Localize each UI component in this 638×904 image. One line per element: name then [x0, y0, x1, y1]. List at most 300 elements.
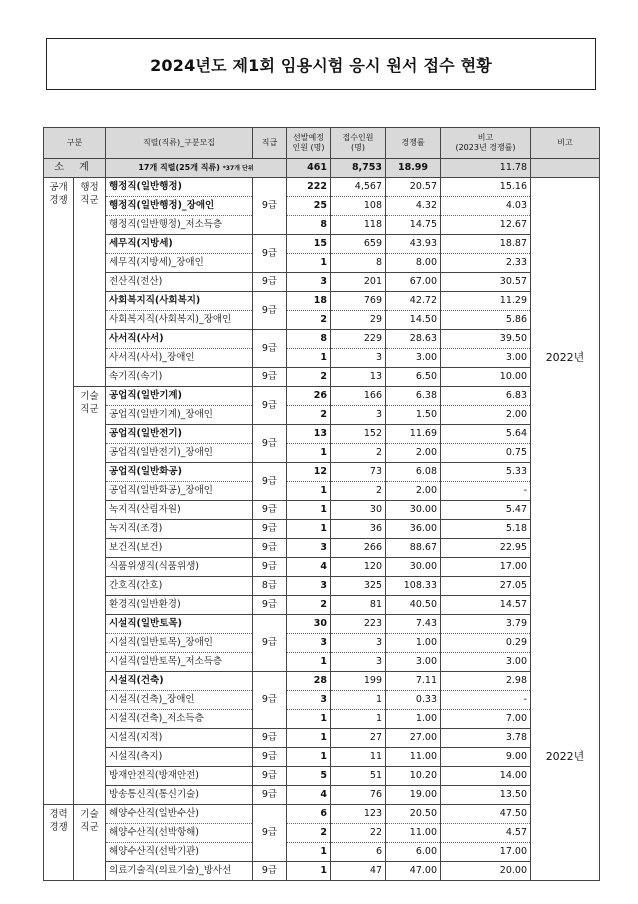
prev-ratio-cell: 39.50: [441, 330, 531, 349]
job-name: 식품위생직(식품위생): [106, 558, 253, 577]
job-name: 시설직(건축)_저소득층: [106, 710, 253, 729]
note-cell: [531, 254, 600, 273]
applied-cell: 47: [331, 862, 386, 881]
title-box: [46, 38, 596, 90]
job-name: 세무직(지방세): [106, 235, 253, 254]
ratio-cell: 42.72: [386, 292, 441, 311]
applied-cell: 120: [331, 558, 386, 577]
note-cell: [531, 273, 600, 292]
prev-ratio-cell: 5.47: [441, 501, 531, 520]
job-name: 공업직(일반화공)_장애인: [106, 482, 253, 501]
note-cell: [531, 406, 600, 425]
job-name: 공업직(일반화공): [106, 463, 253, 482]
note-cell: 2022년: [531, 748, 600, 767]
applied-cell: 30: [331, 501, 386, 520]
job-name: 공업직(일반전기)_장애인: [106, 444, 253, 463]
quota-cell: 18: [287, 292, 331, 311]
job-group-tech: 기술 직군: [74, 387, 106, 805]
job-name: 사서직(사서)_장애인: [106, 349, 253, 368]
ratio-cell: 14.75: [386, 216, 441, 235]
quota-cell: 28: [287, 672, 331, 691]
job-name: 시설직(측지): [106, 748, 253, 767]
table-row: [44, 444, 600, 463]
applied-cell: 36: [331, 520, 386, 539]
application-status-table: [43, 127, 600, 881]
quota-cell: 8: [287, 216, 331, 235]
table-row: [44, 197, 600, 216]
applied-cell: 123: [331, 805, 386, 824]
job-name: 시설직(지적): [106, 729, 253, 748]
table-row: [44, 178, 600, 197]
grade-cell: 9급: [253, 235, 287, 273]
prev-ratio-cell: 7.00: [441, 710, 531, 729]
quota-cell: 1: [287, 501, 331, 520]
prev-ratio-cell: 14.57: [441, 596, 531, 615]
quota-cell: 2: [287, 406, 331, 425]
table-row: [44, 235, 600, 254]
ratio-cell: 6.38: [386, 387, 441, 406]
ratio-cell: 6.00: [386, 843, 441, 862]
total-row: [44, 159, 600, 178]
table-row: [44, 577, 600, 596]
quota-cell: 1: [287, 748, 331, 767]
ratio-cell: 10.20: [386, 767, 441, 786]
note-cell: [531, 653, 600, 672]
grade-cell: 9급: [253, 729, 287, 748]
job-name: 행정직(일반행정): [106, 178, 253, 197]
grade-cell: 9급: [253, 425, 287, 463]
ratio-cell: 7.43: [386, 615, 441, 634]
ratio-cell: 67.00: [386, 273, 441, 292]
applied-cell: 108: [331, 197, 386, 216]
note-cell: [531, 862, 600, 881]
ratio-cell: 108.33: [386, 577, 441, 596]
prev-ratio-cell: 47.50: [441, 805, 531, 824]
prev-ratio-cell: 17.00: [441, 843, 531, 862]
job-name: 녹지직(산림자원): [106, 501, 253, 520]
quota-cell: 6: [287, 805, 331, 824]
note-cell: [531, 520, 600, 539]
total-quota: 461: [287, 159, 331, 178]
applied-cell: 27: [331, 729, 386, 748]
grade-cell: 9급: [253, 330, 287, 368]
grade-cell: 9급: [253, 615, 287, 672]
applied-cell: 22: [331, 824, 386, 843]
prev-ratio-cell: 22.95: [441, 539, 531, 558]
note-cell: [531, 292, 600, 311]
header-note: 비고: [531, 128, 600, 159]
table-row: [44, 729, 600, 748]
prev-ratio-cell: 5.64: [441, 425, 531, 444]
ratio-cell: 1.50: [386, 406, 441, 425]
prev-ratio-cell: 27.05: [441, 577, 531, 596]
applied-cell: 76: [331, 786, 386, 805]
header-quota-line2: 인원 (명): [292, 143, 325, 152]
table-row: [44, 254, 600, 273]
grade-cell: 9급: [253, 539, 287, 558]
grade-cell: 9급: [253, 501, 287, 520]
prev-ratio-cell: 10.00: [441, 368, 531, 387]
prev-ratio-cell: 17.00: [441, 558, 531, 577]
job-name: 전산직(전산): [106, 273, 253, 292]
table-row: [44, 273, 600, 292]
total-desc-main: 17개 직렬(25개 직류): [138, 162, 220, 172]
prev-ratio-cell: 30.57: [441, 273, 531, 292]
applied-cell: 2: [331, 444, 386, 463]
prev-ratio-cell: 9.00: [441, 748, 531, 767]
ratio-cell: 2.00: [386, 444, 441, 463]
grade-cell: 9급: [253, 368, 287, 387]
header-applied: [331, 128, 386, 159]
quota-cell: 13: [287, 425, 331, 444]
applied-cell: 3: [331, 349, 386, 368]
applied-cell: 3: [331, 634, 386, 653]
prev-ratio-cell: 13.50: [441, 786, 531, 805]
prev-ratio-cell: 3.00: [441, 653, 531, 672]
applied-cell: 201: [331, 273, 386, 292]
prev-ratio-cell: 5.86: [441, 311, 531, 330]
note-cell: [531, 387, 600, 406]
quota-cell: 1: [287, 349, 331, 368]
table-row: [44, 767, 600, 786]
grade-cell: 9급: [253, 862, 287, 881]
grade-cell: 9급: [253, 463, 287, 501]
note-cell: [531, 710, 600, 729]
grade-cell: 9급: [253, 273, 287, 292]
note-cell: [531, 197, 600, 216]
prev-ratio-cell: 11.29: [441, 292, 531, 311]
quota-cell: 2: [287, 824, 331, 843]
header-job: 직렬(직류)_구분모집: [106, 128, 253, 159]
note-cell: [531, 615, 600, 634]
job-group-admin: 행정 직군: [74, 178, 106, 387]
note-cell: [531, 767, 600, 786]
prev-ratio-cell: 3.78: [441, 729, 531, 748]
applied-cell: 2: [331, 482, 386, 501]
grade-cell: 9급: [253, 786, 287, 805]
note-cell: [531, 444, 600, 463]
ratio-cell: 8.00: [386, 254, 441, 273]
table-row: [44, 368, 600, 387]
table-row: [44, 501, 600, 520]
quota-cell: 30: [287, 615, 331, 634]
quota-cell: 1: [287, 254, 331, 273]
quota-cell: 1: [287, 843, 331, 862]
prev-ratio-cell: 4.57: [441, 824, 531, 843]
prev-ratio-cell: 0.29: [441, 634, 531, 653]
grade-cell: 9급: [253, 292, 287, 330]
table-row: [44, 596, 600, 615]
applied-cell: 6: [331, 843, 386, 862]
applied-cell: 152: [331, 425, 386, 444]
applied-cell: 229: [331, 330, 386, 349]
prev-ratio-cell: 18.87: [441, 235, 531, 254]
job-name: 해양수산직(일반수산): [106, 805, 253, 824]
table-row: [44, 786, 600, 805]
ratio-cell: 6.50: [386, 368, 441, 387]
ratio-cell: 11.00: [386, 824, 441, 843]
applied-cell: 659: [331, 235, 386, 254]
table-row: [44, 463, 600, 482]
quota-cell: 26: [287, 387, 331, 406]
total-prev: 11.78: [441, 159, 531, 178]
quota-cell: 1: [287, 444, 331, 463]
ratio-cell: 20.57: [386, 178, 441, 197]
prev-ratio-cell: 3.79: [441, 615, 531, 634]
applied-cell: 325: [331, 577, 386, 596]
header-grade: 직급: [253, 128, 287, 159]
total-note: [531, 159, 600, 178]
applied-cell: 81: [331, 596, 386, 615]
table-row: [44, 824, 600, 843]
quota-cell: 1: [287, 862, 331, 881]
note-cell: [531, 368, 600, 387]
table-row: [44, 615, 600, 634]
table-row: [44, 653, 600, 672]
ratio-cell: 6.08: [386, 463, 441, 482]
applied-cell: 1: [331, 691, 386, 710]
note-cell: [531, 501, 600, 520]
quota-cell: 15: [287, 235, 331, 254]
table-row: [44, 843, 600, 862]
header-ratio: 경쟁률: [386, 128, 441, 159]
applied-cell: 118: [331, 216, 386, 235]
ratio-cell: 1.00: [386, 710, 441, 729]
total-ratio: 18.99: [386, 159, 441, 178]
ratio-cell: 20.50: [386, 805, 441, 824]
applied-cell: 266: [331, 539, 386, 558]
job-name: 시설직(일반토목)_저소득층: [106, 653, 253, 672]
total-applied: 8,753: [331, 159, 386, 178]
job-name: 시설직(건축): [106, 672, 253, 691]
grade-cell: 9급: [253, 387, 287, 425]
quota-cell: 1: [287, 520, 331, 539]
job-name: 공업직(일반전기): [106, 425, 253, 444]
total-desc-small: *37개 단위: [222, 164, 254, 172]
grade-cell: 9급: [253, 805, 287, 862]
quota-cell: 3: [287, 634, 331, 653]
applied-cell: 29: [331, 311, 386, 330]
prev-ratio-cell: 2.00: [441, 406, 531, 425]
applied-cell: 3: [331, 406, 386, 425]
job-name: 속기직(속기): [106, 368, 253, 387]
note-cell: [531, 691, 600, 710]
applied-cell: 1: [331, 710, 386, 729]
total-desc: [106, 159, 287, 178]
note-cell: [531, 843, 600, 862]
job-name: 방송통신직(통신기술): [106, 786, 253, 805]
table-row: [44, 748, 600, 767]
ratio-cell: 88.67: [386, 539, 441, 558]
header-prev: [441, 128, 531, 159]
prev-ratio-cell: 5.18: [441, 520, 531, 539]
note-cell: [531, 216, 600, 235]
header-gubun: 구분: [44, 128, 106, 159]
quota-cell: 25: [287, 197, 331, 216]
job-name: 시설직(일반토목): [106, 615, 253, 634]
ratio-cell: 3.00: [386, 349, 441, 368]
ratio-cell: 40.50: [386, 596, 441, 615]
note-cell: [531, 311, 600, 330]
prev-ratio-cell: -: [441, 691, 531, 710]
job-name: 행정직(일반행정)_장애인: [106, 197, 253, 216]
table-row: [44, 292, 600, 311]
quota-cell: 2: [287, 368, 331, 387]
prev-ratio-cell: 12.67: [441, 216, 531, 235]
job-name: 사회복지직(사회복지)_장애인: [106, 311, 253, 330]
table-row: [44, 406, 600, 425]
applied-cell: 3: [331, 653, 386, 672]
prev-ratio-cell: 2.98: [441, 672, 531, 691]
prev-ratio-cell: 6.83: [441, 387, 531, 406]
applied-cell: 4,567: [331, 178, 386, 197]
category-career: 경력 경쟁: [44, 805, 74, 881]
table-row: [44, 311, 600, 330]
ratio-cell: 30.00: [386, 558, 441, 577]
category-open: 공개 경쟁: [44, 178, 74, 805]
prev-ratio-cell: 15.16: [441, 178, 531, 197]
job-name: 녹지직(조경): [106, 520, 253, 539]
ratio-cell: 43.93: [386, 235, 441, 254]
note-cell: [531, 634, 600, 653]
note-cell: [531, 577, 600, 596]
table-row: [44, 216, 600, 235]
ratio-cell: 30.00: [386, 501, 441, 520]
prev-ratio-cell: 2.33: [441, 254, 531, 273]
grade-cell: 9급: [253, 748, 287, 767]
note-cell: [531, 805, 600, 824]
ratio-cell: 1.00: [386, 634, 441, 653]
prev-ratio-cell: 3.00: [441, 349, 531, 368]
ratio-cell: 3.00: [386, 653, 441, 672]
applied-cell: 769: [331, 292, 386, 311]
job-name: 보건직(보건): [106, 539, 253, 558]
job-name: 공업직(일반기계)_장애인: [106, 406, 253, 425]
prev-ratio-cell: 14.00: [441, 767, 531, 786]
table-row: [44, 634, 600, 653]
job-name: 의료기술직(의료기술)_방사선: [106, 862, 253, 881]
quota-cell: 2: [287, 596, 331, 615]
applied-cell: 8: [331, 254, 386, 273]
grade-cell: 9급: [253, 558, 287, 577]
grade-cell: 9급: [253, 520, 287, 539]
applied-cell: 223: [331, 615, 386, 634]
grade-cell: 9급: [253, 596, 287, 615]
job-name: 간호직(간호): [106, 577, 253, 596]
note-cell: [531, 425, 600, 444]
quota-cell: 3: [287, 691, 331, 710]
applied-cell: 11: [331, 748, 386, 767]
ratio-cell: 14.50: [386, 311, 441, 330]
ratio-cell: 27.00: [386, 729, 441, 748]
table-row: [44, 539, 600, 558]
ratio-cell: 36.00: [386, 520, 441, 539]
ratio-cell: 28.63: [386, 330, 441, 349]
ratio-cell: 2.00: [386, 482, 441, 501]
job-name: 방재안전직(방재안전): [106, 767, 253, 786]
ratio-cell: 0.33: [386, 691, 441, 710]
job-name: 세무직(지방세)_장애인: [106, 254, 253, 273]
total-label: 소 계: [44, 159, 106, 178]
page-title: 2024년도 제1회 임용시험 응시 원서 접수 현황: [150, 55, 492, 75]
quota-cell: 4: [287, 558, 331, 577]
note-cell: [531, 824, 600, 843]
table-row: [44, 330, 600, 349]
table-row: [44, 710, 600, 729]
header-applied-line2: (명): [351, 143, 365, 152]
table-row: [44, 805, 600, 824]
header-quota: [287, 128, 331, 159]
note-cell: [531, 786, 600, 805]
note-cell: [531, 178, 600, 197]
note-cell: [531, 463, 600, 482]
job-name: 사서직(사서): [106, 330, 253, 349]
header-row: [44, 128, 600, 159]
job-name: 환경직(일반환경): [106, 596, 253, 615]
ratio-cell: 11.00: [386, 748, 441, 767]
table-row: [44, 520, 600, 539]
grade-cell: 9급: [253, 672, 287, 729]
note-cell: [531, 729, 600, 748]
table-row: [44, 862, 600, 881]
quota-cell: 4: [287, 786, 331, 805]
header-applied-line1: 접수인원: [342, 133, 374, 142]
table-row: [44, 558, 600, 577]
prev-ratio-cell: -: [441, 482, 531, 501]
job-name: 공업직(일반기계): [106, 387, 253, 406]
quota-cell: 3: [287, 539, 331, 558]
quota-cell: 12: [287, 463, 331, 482]
note-cell: [531, 235, 600, 254]
job-name: 사회복지직(사회복지): [106, 292, 253, 311]
quota-cell: 3: [287, 273, 331, 292]
quota-cell: 5: [287, 767, 331, 786]
table-row: [44, 349, 600, 368]
ratio-cell: 47.00: [386, 862, 441, 881]
table-row: [44, 482, 600, 501]
quota-cell: 1: [287, 653, 331, 672]
note-cell: [531, 539, 600, 558]
applied-cell: 51: [331, 767, 386, 786]
ratio-cell: 19.00: [386, 786, 441, 805]
note-cell: [531, 558, 600, 577]
ratio-cell: 7.11: [386, 672, 441, 691]
note-cell: [531, 330, 600, 349]
job-group-tech2: 기술 직군: [74, 805, 106, 881]
grade-cell: 9급: [253, 767, 287, 786]
table-row: [44, 691, 600, 710]
table-row: [44, 387, 600, 406]
ratio-cell: 11.69: [386, 425, 441, 444]
quota-cell: 8: [287, 330, 331, 349]
applied-cell: 199: [331, 672, 386, 691]
note-cell: 2022년: [531, 349, 600, 368]
quota-cell: 222: [287, 178, 331, 197]
prev-ratio-cell: 5.33: [441, 463, 531, 482]
applied-cell: 73: [331, 463, 386, 482]
applied-cell: 13: [331, 368, 386, 387]
table-row: [44, 672, 600, 691]
job-name: 시설직(건축)_장애인: [106, 691, 253, 710]
quota-cell: 2: [287, 311, 331, 330]
grade-cell: 8급: [253, 577, 287, 596]
table-row: [44, 425, 600, 444]
job-name: 시설직(일반토목)_장애인: [106, 634, 253, 653]
quota-cell: 1: [287, 710, 331, 729]
note-cell: [531, 596, 600, 615]
ratio-cell: 4.32: [386, 197, 441, 216]
applied-cell: 166: [331, 387, 386, 406]
